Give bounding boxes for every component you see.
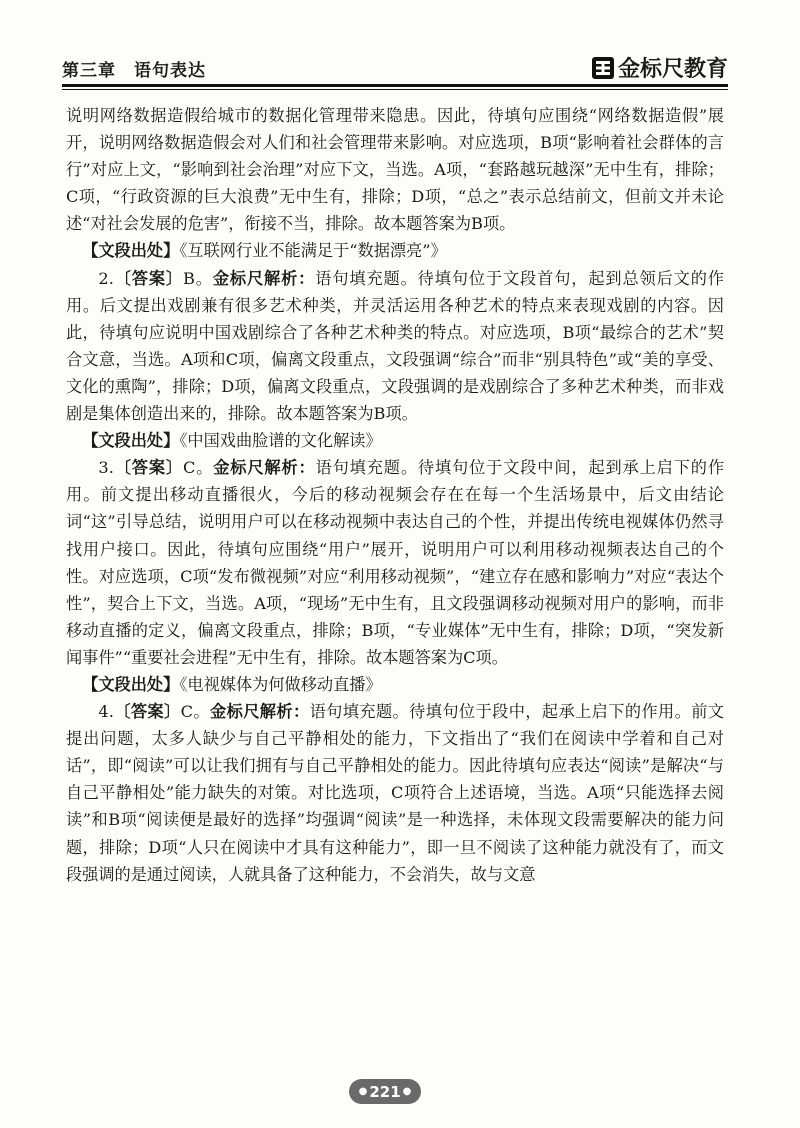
header-rule-thick — [62, 84, 728, 87]
answer-letter: B。 — [183, 268, 213, 288]
analysis-label: 金标尺解析： — [212, 268, 316, 288]
source-tag: 【文段出处】 — [82, 674, 180, 694]
source-line-2 — [66, 427, 724, 454]
brand-name: 金标尺教育 — [617, 57, 728, 82]
answer-number: 2. — [98, 268, 114, 288]
page-number-badge — [349, 1079, 421, 1104]
source-tag: 【文段出处】 — [82, 241, 180, 261]
dot-left-icon: ● — [358, 1086, 368, 1097]
answer-2 — [66, 265, 724, 428]
source-title: 《中国戏曲脸谱的文化解读》 — [179, 431, 382, 451]
answer-number: 4. — [98, 702, 114, 722]
answer-3 — [66, 454, 724, 671]
page-content — [66, 102, 724, 888]
source-title: 《电视媒体为何做移动直播》 — [179, 674, 382, 694]
answer-number: 3. — [98, 458, 114, 478]
brand — [591, 52, 728, 83]
chapter-title: 第三章 语句表达 — [62, 61, 206, 81]
analysis-text: 语句填充题。待填句位于段中，起承上启下的作用。前文提出问题，太多人缺少与自己平静相处的能力，下文指出了“我们在阅读中学着和自己对话”，即“阅读”可以让我们拥有与自己平静相处的能力。因此待填句应表达“阅读”是解决“与自己平静相处”能力缺失的对策。对比选项，C项符合上述语境，当选。A项“只能选择去阅读”和B项“阅读便是最好的选择”均强调“阅读”是一种选择，未体现文段需要解决的能力问题，排除；D项“人只在阅读中才具有这种能力”，即一旦不阅读了这种能力就没有了，而文段强调的是通过阅读，人就具备了这种能力，不会消失，故与文意 — [66, 702, 725, 884]
answer-letter: C。 — [182, 458, 214, 478]
analysis-text: 语句填充题。待填句位于文段中间，起到承上启下的作用。前文提出移动直播很火，今后的移动视频会存在在每一个生活场景中，后文由结论词“这”引导总结，说明用户可以在移动视频中表达自己的个性，并提出传统电视媒体仍然寻找用户接口。因此，待填句应围绕“用户”展开，说明用户可以利用移动视频表达自己的个性。对应选项，C项“发布微视频”对应“利用移动视频”，“建立存在感和影响力”对应“表达个性”，契合上下文，当选。A项，“现场”无中生有，且文段强调移动视频对用户的影响，而非移动直播的定义，偏离文段重点，排除；B项，“专业媒体”无中生有，排除；D项，“突发新闻事件”“重要社会进程”无中生有，排除。故本题答案为C项。 — [66, 458, 725, 667]
analysis-label: 金标尺解析： — [213, 458, 316, 478]
source-tag: 【文段出处】 — [82, 431, 180, 451]
source-line-1 — [66, 237, 724, 264]
dot-right-icon: ● — [402, 1086, 412, 1097]
paragraph-continued: 说明网络数据造假给城市的数据化管理带来隐患。因此，待填句应围绕“网络数据造假”展开，说明网络数据造假会对人们和社会管理带来影响。对应选项，B项“影响着社会群体的言行”对应上文，“影响到社会治理”对应下文，当选。A项，“套路越玩越深”无中生有，排除；C项，“行政资源的巨大浪费”无中生有，排除；D项，“总之”表示总结前文，但前文并未论述“对社会发展的危害”，衔接不当，排除。故本题答案为B项。 — [66, 106, 724, 234]
answer-4 — [66, 698, 724, 888]
answer-label: 〔答案〕 — [113, 268, 183, 288]
answer-label: 〔答案〕 — [113, 702, 181, 722]
page-number: 221 — [369, 1082, 401, 1101]
brand-logo-icon — [591, 56, 615, 80]
page-header — [62, 52, 728, 84]
source-title: 《互联网行业不能满足于“数据漂亮”》 — [179, 241, 447, 261]
source-line-3 — [66, 671, 724, 698]
analysis-label: 金标尺解析： — [210, 702, 310, 722]
header-rule-thin — [62, 89, 728, 90]
answer-letter: C。 — [180, 702, 211, 722]
answer-label: 〔答案〕 — [113, 458, 183, 478]
analysis-text: 语句填充题。待填句位于文段首句，起到总领后文的作用。后文提出戏剧兼有很多艺术种类，并灵活运用各种艺术的特点来表现戏剧的内容。因此，待填句应说明中国戏剧综合了各种艺术种类的特点。对应选项，B项“最综合的艺术”契合文意，当选。A项和C项，偏离文段重点，文段强调“综合”而非“别具特色”或“美的享受、文化的熏陶”，排除；D项，偏离文段重点，文段强调的是戏剧综合了多种艺术种类，而非戏剧是集体创造出来的，排除。故本题答案为B项。 — [66, 268, 724, 424]
